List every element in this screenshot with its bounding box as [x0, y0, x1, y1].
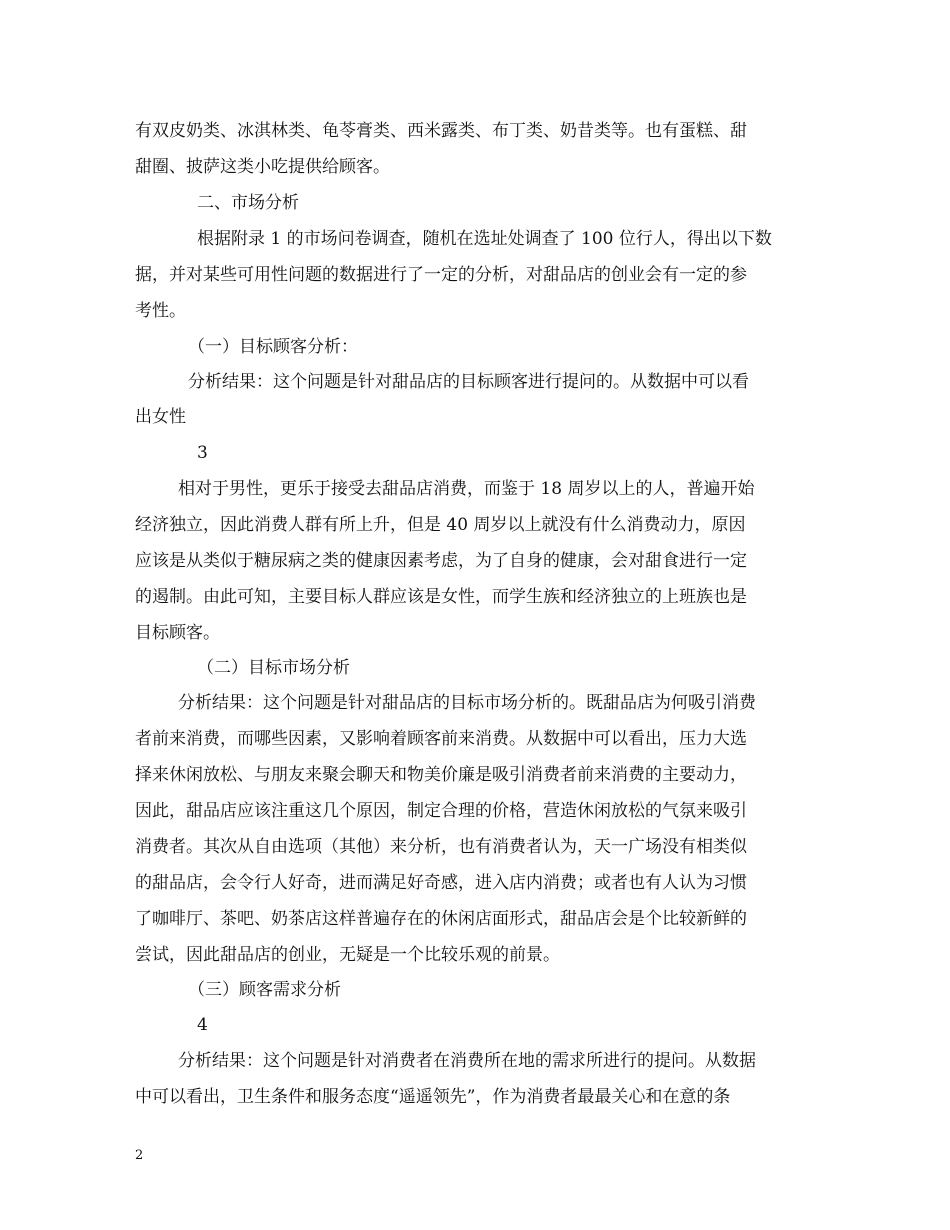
text-line: 出女性 — [135, 407, 186, 427]
text-line: 分析结果：这个问题是针对甜品店的目标顾客进行提问的。从数据中可以看 — [188, 372, 749, 392]
subsection-heading: （一）目标顾客分析： — [188, 337, 358, 357]
text-line: 的甜品店，会令行人好奇，进而满足好奇感，进入店内消费；或者也有人认为习惯 — [135, 873, 747, 893]
text-line: 据，并对某些可用性问题的数据进行了一定的分析，对甜品店的创业会有一定的参 — [135, 265, 747, 285]
text-line: 经济独立，因此消费人群有所上升，但是 40 周岁以上就没有什么消费动力，原因 — [135, 515, 746, 535]
text-line: 中可以看出，卫生条件和服务态度“遥遥领先”，作为消费者最最关心和在意的条 — [135, 1087, 731, 1107]
figure-placeholder-number: 3 — [197, 443, 208, 463]
text-line: 了咖啡厅、茶吧、奶茶店这样普遍存在的休闲店面形式，甜品店会是个比较新鲜的 — [135, 909, 747, 929]
text-line: 相对于男性，更乐于接受去甜品店消费，而鉴于 18 周岁以上的人，普遍开始 — [178, 479, 755, 499]
text-line: 分析结果：这个问题是针对消费者在消费所在地的需求所进行的提问。从数据 — [178, 1051, 756, 1071]
text-line: 应该是从类似于糖尿病之类的健康因素考虑，为了自身的健康，会对甜食进行一定 — [135, 551, 747, 571]
text-line: 分析结果：这个问题是针对甜品店的目标市场分析的。既甜品店为何吸引消费 — [178, 693, 756, 713]
subsection-heading: （三）顾客需求分析 — [188, 980, 341, 1000]
text-line: 消费者。其次从自由选项（其他）来分析，也有消费者认为，天一广场没有相类似 — [135, 837, 747, 857]
page-number: 2 — [135, 1148, 144, 1163]
text-line: 目标顾客。 — [135, 623, 220, 643]
text-line: 根据附录 1 的市场问卷调查，随机在选址处调查了 100 位行人，得出以下数 — [197, 229, 772, 249]
text-line: 者前来消费，而哪些因素，又影响着顾客前来消费。从数据中可以看出，压力大选 — [135, 729, 747, 749]
text-line: 考性。 — [135, 301, 186, 321]
text-line: 尝试，因此甜品店的创业，无疑是一个比较乐观的前景。 — [135, 945, 560, 965]
text-line: 的遏制。由此可知，主要目标人群应该是女性，而学生族和经济独立的上班族也是 — [135, 587, 747, 607]
text-line: 有双皮奶类、冰淇林类、龟苓膏类、西米露类、布丁类、奶昔类等。也有蛋糕、甜 — [135, 121, 747, 141]
subsection-heading: （二）目标市场分析 — [197, 658, 350, 678]
text-line: 择来休闲放松、与朋友来聚会聊天和物美价廉是吸引消费者前来消费的主要动力， — [135, 765, 747, 785]
section-heading: 二、市场分析 — [197, 193, 299, 213]
text-line: 因此，甜品店应该注重这几个原因，制定合理的价格，营造休闲放松的气氛来吸引 — [135, 801, 747, 821]
figure-placeholder-number: 4 — [197, 1015, 208, 1035]
text-line: 甜圈、披萨这类小吃提供给顾客。 — [135, 157, 390, 177]
